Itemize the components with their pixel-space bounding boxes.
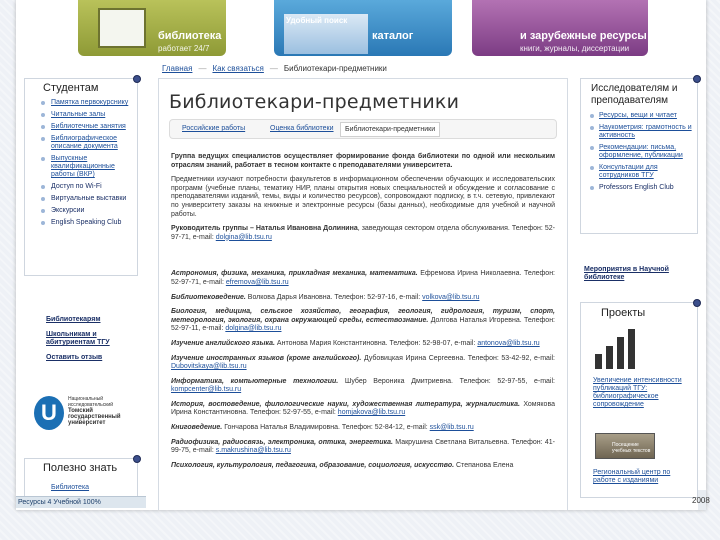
banner-foreign-resources[interactable] — [472, 0, 648, 56]
librarian-entry — [171, 355, 555, 372]
bullet-icon — [590, 126, 594, 130]
logo-text: Национальный исследовательский Томский государственный университет — [68, 396, 121, 426]
bar-icon-mark — [595, 354, 602, 369]
librarian-entry — [171, 401, 555, 418]
project-link-publications[interactable]: Увеличение интенсивности публикаций ТГУ: библиографическое сопровождение — [593, 377, 682, 408]
email-link[interactable]: volkova@lib.tsu.ru — [422, 293, 480, 301]
email-link[interactable]: efremova@lib.tsu.ru — [225, 278, 289, 286]
year-label: 2008 — [692, 496, 710, 505]
useful-panel — [24, 458, 138, 498]
sidebar-item-english-club[interactable]: English Speaking Club — [25, 218, 137, 230]
students-title: Студентам — [43, 82, 99, 94]
subject-label: История, востоведение, филологические науки, художественная литература, журналистика. — [171, 400, 520, 408]
pin-icon — [693, 299, 701, 307]
events-link[interactable]: Мероприятия в Научной библиотеке — [584, 266, 669, 281]
university-emblem-icon: U — [34, 396, 64, 430]
bullet-icon — [41, 197, 45, 201]
researchers-title: Исследователям и преподавателям — [591, 83, 678, 106]
breadcrumb: Главная — Как связаться — Библиотекари-предметники — [162, 64, 387, 73]
contact-text: Шубер Вероника Дмитриевна. Телефон: 52-97-55, e-mail: — [338, 377, 555, 385]
subject-label: Книговедение. — [171, 424, 223, 432]
contact-text: Хомякова Ирина Константиновна. Телефон: 52-97-55, e-mail: — [171, 400, 555, 417]
sidebar-item-classes[interactable]: Библиотечные занятия — [25, 122, 137, 134]
subject-label: Информатика, компьютерные технологии. — [171, 377, 339, 385]
tab-subject-librarians[interactable]: Библиотекари-предметники — [340, 122, 440, 137]
subject-label: Биология, медицина, сельское хозяйство, география, геология, гидрология, туризм, спорт, метеорология, экология, охрана окружающей среды, естествознание. — [171, 308, 555, 324]
tab-library-rating[interactable]: Оценка библиотеки — [270, 125, 334, 132]
librarian-entry — [171, 424, 555, 433]
sidebar-item-theses[interactable]: Выпускные квалификационные работы (ВКР) — [25, 154, 137, 182]
monitor-icon — [98, 8, 146, 48]
librarian-entry — [171, 439, 555, 456]
sidebar-item-consultations[interactable]: Консультации для сотрудников ТГУ — [581, 163, 697, 183]
email-link[interactable]: antonova@lib.tsu.ru — [477, 339, 540, 347]
banner-catalog[interactable] — [274, 0, 452, 56]
link-librarians[interactable]: Библиотекарям — [46, 316, 101, 323]
bullet-icon — [41, 209, 45, 213]
students-panel — [24, 78, 138, 276]
email-link[interactable]: homjakova@lib.tsu.ru — [337, 409, 406, 417]
researchers-list — [581, 111, 697, 195]
bullet-icon — [41, 113, 45, 117]
bullet-icon — [590, 146, 594, 150]
subject-label: Изучение иностранных языков (кроме английского). — [171, 354, 362, 362]
students-list — [25, 98, 137, 230]
librarian-entry — [171, 308, 555, 334]
description-text: Предметники изучают потребности факультетов в информационном обеспечении обучающих и исследовательских программ (учебные планы, тематику НИР, планы открытия новых специальностей и обсуждение и согласование с преподавателями изданий, темы, виды и количество ресурсов), сопровождают подписку, в т.ч. сетевую, привлекают по университету заказы на книжные и электронные ресурсы (базы данных), необходимые для учебной и научной работы. — [171, 176, 555, 218]
page-title: Библиотекари-предметники — [169, 91, 460, 113]
bullet-icon — [41, 125, 45, 129]
librarian-list — [171, 270, 555, 470]
intro-text: Группа ведущих специалистов осуществляет формирование фонда библиотеки по одной или нескольким отраслям знаний, работает в тесном контакте с преподавателями университета. — [171, 153, 555, 169]
email-link[interactable]: dolgina@lib.tsu.ru — [215, 233, 272, 241]
link-applicants[interactable]: Школьникам и абитуриентам ТГУ — [46, 331, 110, 346]
sidebar-item-wifi[interactable]: Доступ по Wi-Fi — [25, 182, 137, 194]
useful-title: Полезно знать — [43, 462, 118, 474]
subject-label: Библиотековедение. — [171, 293, 246, 301]
librarian-entry — [171, 462, 555, 471]
bar-icon-mark — [617, 337, 624, 369]
bullet-icon — [41, 185, 45, 189]
main-content — [158, 78, 568, 510]
breadcrumb-current: Библиотекари-предметники — [283, 64, 387, 73]
sidebar-item-exhibitions[interactable]: Виртуальные выставки — [25, 194, 137, 206]
bullet-icon — [41, 137, 45, 141]
contact-text: Степанова Елена — [454, 461, 514, 469]
bullet-icon — [590, 166, 594, 170]
banner-title: библиотека — [158, 30, 222, 42]
researchers-panel — [580, 78, 698, 234]
subject-label: Радиофизика, радиосвязь, электроника, оптика, энергетика. — [171, 438, 393, 446]
breadcrumb-home[interactable]: Главная — [162, 64, 193, 73]
pin-icon — [133, 455, 141, 463]
email-link[interactable]: ssk@lib.tsu.ru — [429, 424, 474, 432]
contact-text: Волкова Дарья Ивановна. Телефон: 52-97-16, e-mail: — [245, 293, 423, 301]
projects-panel — [580, 302, 698, 498]
sidebar-item-scientometrics[interactable]: Наукометрия: грамотность и активность — [581, 123, 697, 143]
email-link[interactable]: dolgina@lib.tsu.ru — [225, 325, 282, 333]
bar-icon-mark — [606, 346, 613, 369]
bullet-icon — [590, 114, 594, 118]
sidebar-item-tours[interactable]: Экскурсии — [25, 206, 137, 218]
bullet-icon — [41, 221, 45, 225]
banner-library[interactable] — [78, 0, 226, 56]
useful-item[interactable]: Библиотека — [51, 484, 90, 491]
university-logo[interactable] — [34, 396, 144, 432]
pin-icon — [133, 75, 141, 83]
hand-icon — [284, 14, 368, 54]
breadcrumb-contact[interactable]: Как связаться — [212, 64, 264, 73]
status-bar: Ресурсы 4 Учебной 100% — [16, 496, 146, 508]
bullet-icon — [41, 101, 45, 105]
bullet-icon — [590, 186, 594, 190]
left-links — [46, 316, 138, 369]
link-feedback[interactable]: Оставить отзыв — [46, 354, 103, 361]
librarian-entry — [171, 378, 555, 395]
banner-pic-text: Удобный поиск — [286, 16, 348, 25]
thumbnail-text: Посещение учебных текстов — [612, 442, 651, 454]
bar-icon-mark — [628, 329, 635, 369]
sidebar-item-reading-rooms[interactable]: Читальные залы — [25, 110, 137, 122]
bullet-icon — [41, 157, 45, 161]
top-banner — [16, 0, 706, 56]
project-thumbnail[interactable] — [595, 433, 655, 459]
browser-viewport — [16, 0, 706, 510]
email-link[interactable]: Dubovitskaya@lib.tsu.ru — [171, 363, 247, 371]
subject-label: Психология, культурология, педагогика, образование, социология, искусство. — [171, 461, 455, 469]
article-body — [171, 153, 555, 476]
librarian-entry — [171, 340, 555, 349]
sidebar-item-professors-club[interactable]: Professors English Club — [581, 183, 697, 195]
contact-text: Дубовицкая Ирина Сергеевна. Телефон: 53-42-92, e-mail: — [361, 354, 555, 362]
banner-title: и зарубежные ресурсы — [520, 30, 647, 42]
banner-title: каталог — [372, 30, 414, 42]
contact-text: Ефремова Ирина Николаевна. Телефон: 52-97-71, e-mail: — [171, 270, 556, 286]
contact-text: Макрушина Светлана Витальевна. Телефон: 41-99-75, e-mail: — [171, 438, 555, 455]
sidebar-item-recommendations[interactable]: Рекомендации: письма, оформление, публикации — [581, 143, 697, 163]
bar-chart-icon — [595, 327, 643, 369]
sidebar-item-bibliography[interactable]: Библиографическое описание документа — [25, 134, 137, 154]
email-link[interactable]: s.makrushina@lib.tsu.ru — [215, 447, 291, 455]
subject-label: Астрономия, физика, механика, прикладная механика, математика. — [171, 270, 418, 278]
tab-russian-works[interactable]: Российские работы — [182, 125, 246, 132]
contact-text: Долгова Наталья Игоревна. Телефон: 52-97-11, e-mail: — [171, 316, 556, 333]
sidebar-item-memo[interactable]: Памятка первокурснику — [25, 98, 137, 110]
librarian-entry — [171, 294, 555, 303]
contact-text: Антонова Мария Константиновна. Телефон: 52-98-07, e-mail: — [274, 339, 478, 347]
group-head: Руководитель группы – Наталья Ивановна Долинина, заведующая сектором отдела обслуживания. Телефон: 52-97-71, e-mail: dolgina@lib.tsu.ru — [171, 225, 556, 241]
contact-text: Гончарова Наталья Владимировна. Телефон: 52-84-12, e-mail: — [222, 424, 430, 432]
pin-icon — [693, 75, 701, 83]
librarian-entry — [171, 270, 555, 287]
tab-bar — [169, 119, 557, 139]
sidebar-item-resources[interactable]: Ресурсы, вещи и читает — [581, 111, 697, 123]
banner-subtitle: книги, журналы, диссертации — [520, 44, 630, 53]
banner-subtitle: работает 24/7 — [158, 44, 210, 53]
projects-title: Проекты — [601, 307, 646, 319]
subject-label: Изучение английского языка. — [171, 339, 275, 347]
project-link-regional-center[interactable]: Региональный центр по работе с изданиями — [593, 469, 671, 484]
email-link[interactable]: kompcenter@lib.tsu.ru — [171, 386, 242, 394]
